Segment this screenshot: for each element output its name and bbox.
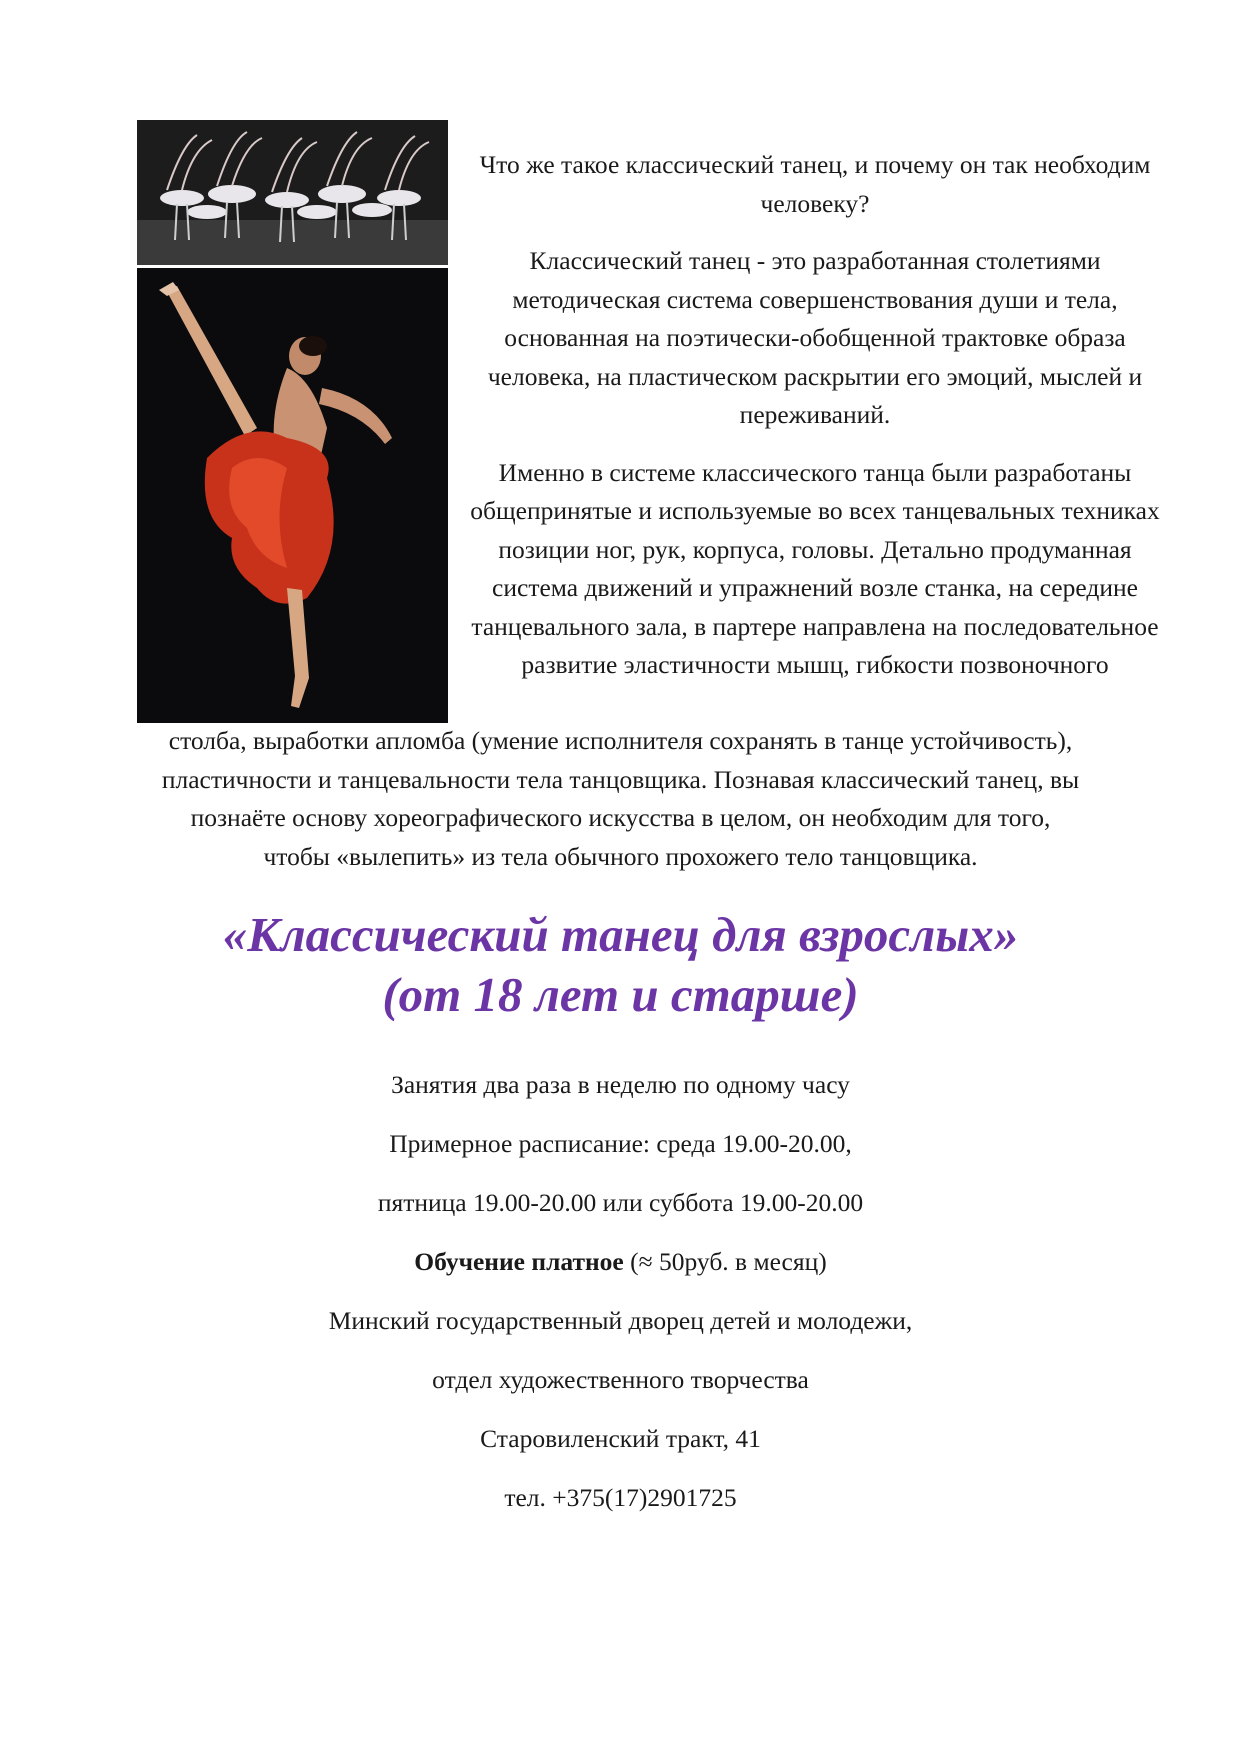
continuation-line: пластичности и танцевальности тела танцовщика. Познавая классический танец, вы	[161, 764, 1080, 794]
continuation-line: столба, выработки апломба (умение исполнителя сохранять в танце устойчивость),	[168, 726, 1073, 755]
phone: тел. +375(17)2901725	[504, 1483, 737, 1512]
course-title-line-2: (от 18 лет и старше)	[382, 967, 859, 1022]
continuation-line: познаёте основу хореографического искусства в целом, он необходим для того,	[190, 803, 1051, 832]
fee-amount: (≈ 50руб. в месяц)	[623, 1247, 827, 1276]
course-title-line-1: «Классический танец для взрослых»	[222, 907, 1019, 962]
intro-column	[470, 146, 1160, 704]
ballet-corps-photo	[137, 120, 448, 265]
intro-question: Что же такое классический танец, и почему он так необходим человеку?	[479, 150, 1151, 218]
dancer-red-dress-photo	[137, 268, 448, 723]
course-title	[60, 905, 1181, 1025]
address: Старовиленский тракт, 41	[480, 1424, 761, 1453]
intro-paragraph-2-continuation	[90, 722, 1151, 876]
schedule-example-cont: пятница 19.00-20.00 или суббота 19.00-20.00	[377, 1188, 864, 1217]
continuation-line: чтобы «вылепить» из тела обычного прохожего тело танцовщика.	[263, 841, 978, 871]
intro-paragraph-2-part: Именно в системе классического танца были разработаны общепринятые и используемые во всех танцевальных техниках позиции ног, рук, корпуса, головы. Детально продуманная система движений и упражнений возле станка, на середине танцевального зала, в партере направлена на последовательное развитие эластичности мышц, гибкости позвоночного	[470, 457, 1160, 679]
schedule-frequency: Занятия два раза в неделю по одному часу	[391, 1070, 850, 1099]
fee-info	[90, 1243, 1151, 1281]
fee-label: Обучение платное	[414, 1247, 624, 1276]
intro-paragraph-1: Классический танец - это разработанная столетиями методическая система совершенствования души и тела, основанная на поэтически-обобщенной трактовке образа человека, на пластическом раскрытии его эмоций, мыслей и переживаний.	[487, 246, 1143, 429]
organization-name: Минский государственный дворец детей и молодежи,	[328, 1306, 913, 1335]
organization-department: отдел художественного творчества	[432, 1365, 809, 1394]
schedule-example: Примерное расписание: среда 19.00-20.00,	[389, 1129, 852, 1158]
course-info	[90, 1066, 1151, 1538]
